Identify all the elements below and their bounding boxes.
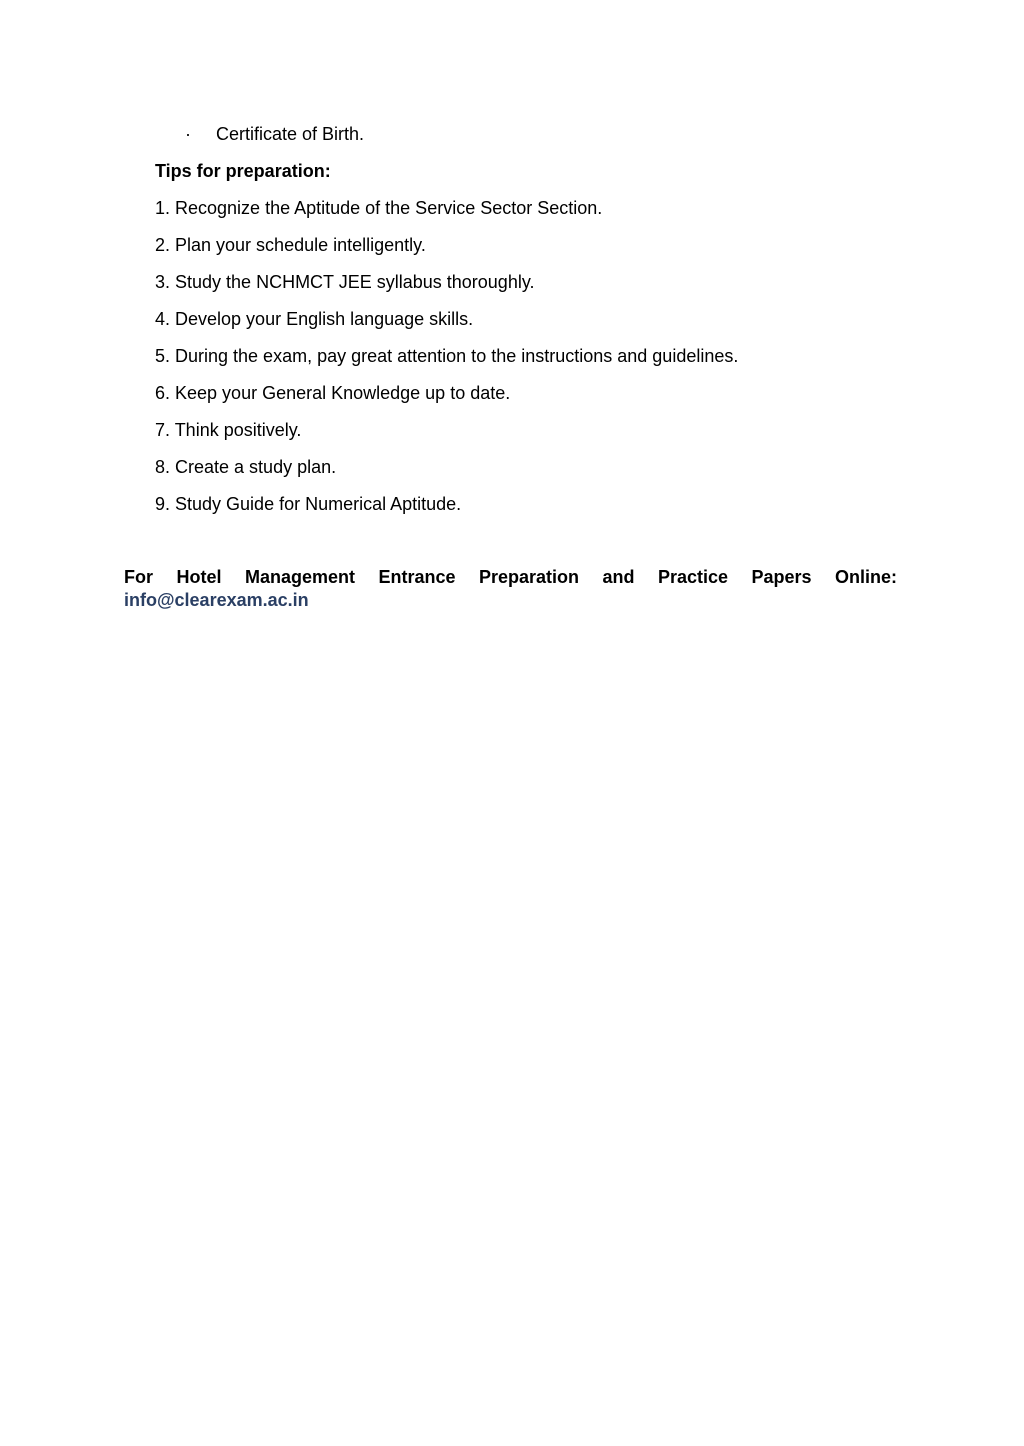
email-link[interactable]: info@clearexam.ac.in <box>124 590 309 610</box>
tips-heading: Tips for preparation: <box>155 161 331 181</box>
tip-item: 1. Recognize the Aptitude of the Service Sector Section. <box>155 198 603 218</box>
tip-item: 5. During the exam, pay great attention to the instructions and guidelines. <box>155 346 739 366</box>
tip-item: 8. Create a study plan. <box>155 457 337 477</box>
tip-item: 6. Keep your General Knowledge up to date. <box>155 383 511 403</box>
bullet-text: Certificate of Birth. <box>216 124 365 144</box>
contact-footer <box>124 566 897 612</box>
tip-item: 9. Study Guide for Numerical Aptitude. <box>155 494 462 514</box>
footer-text: For Hotel Management Entrance Preparation and Practice Papers Online: <box>124 567 897 587</box>
bullet-list-item <box>185 123 364 145</box>
tip-item: 7. Think positively. <box>155 420 302 440</box>
tip-item: 3. Study the NCHMCT JEE syllabus thoroughly. <box>155 272 535 292</box>
bullet-marker: · <box>185 124 191 144</box>
tip-item: 2. Plan your schedule intelligently. <box>155 235 426 255</box>
tip-item: 4. Develop your English language skills. <box>155 309 474 329</box>
